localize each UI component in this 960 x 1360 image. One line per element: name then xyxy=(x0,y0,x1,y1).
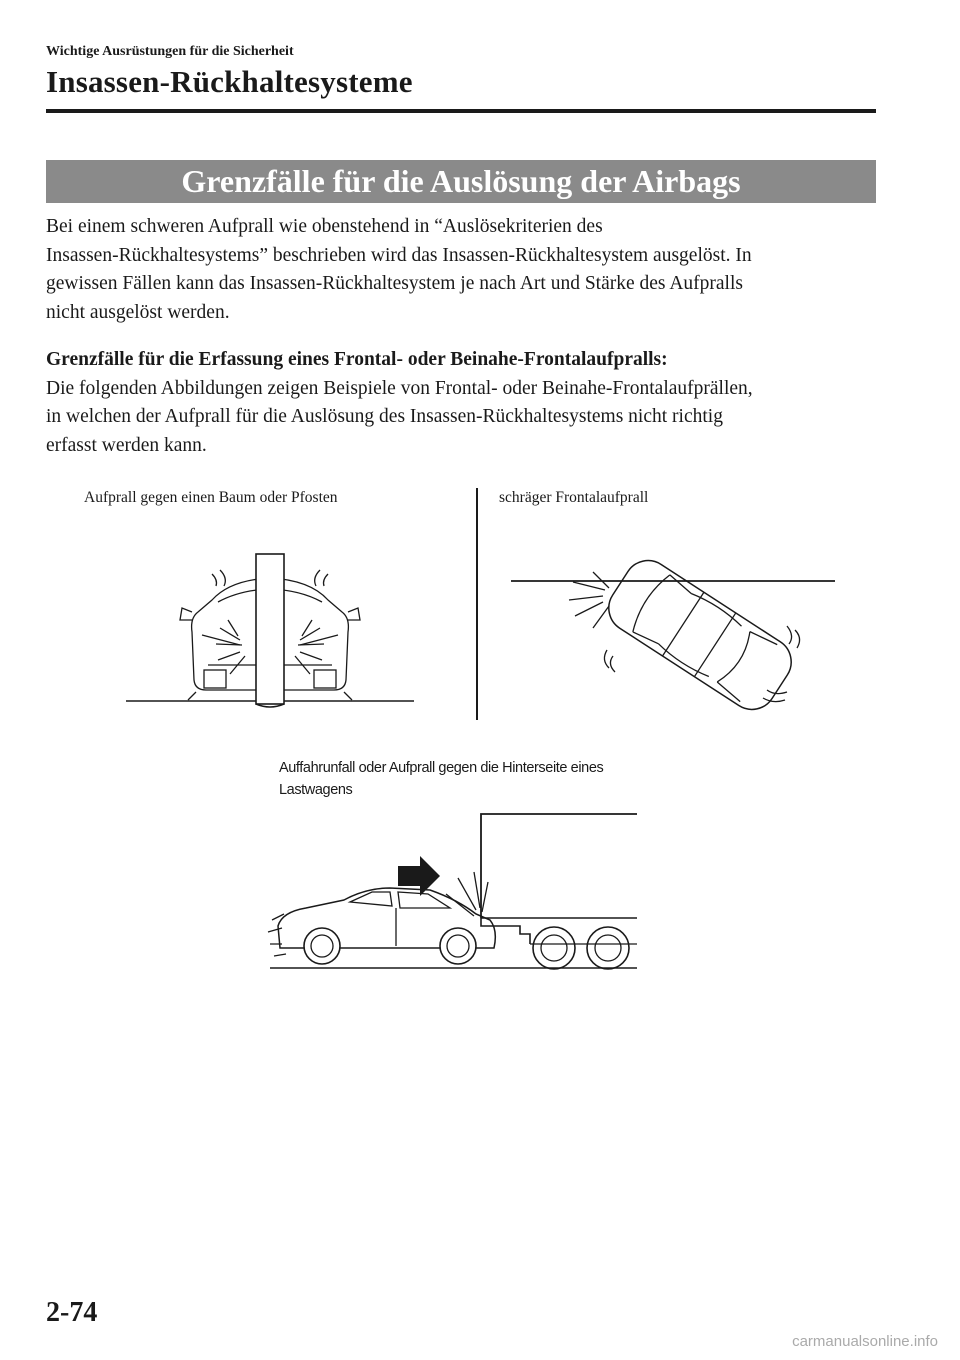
topic-banner xyxy=(46,160,876,203)
intro-paragraph xyxy=(46,213,876,327)
truck-impact-illustration xyxy=(262,808,642,973)
frontal-line: Die folgenden Abbildungen zeigen Beispiele von Frontal- oder Beinahe-Frontalaufprällen, xyxy=(46,377,753,399)
intro-line: gewissen Fällen kann das Insassen-Rückhaltesystem je nach Art und Stärke des Aufpralls xyxy=(46,273,743,294)
intro-line: Bei einem schweren Aufprall wie obenstehend in “Auslösekriterien des xyxy=(46,216,603,237)
breadcrumb: Wichtige Ausrüstungen für die Sicherheit xyxy=(46,44,294,59)
tree-caption: Aufprall gegen einen Baum oder Pfosten xyxy=(84,489,338,506)
oblique-impact-illustration xyxy=(505,560,840,715)
section-title: Insassen-Rückhaltesysteme xyxy=(46,64,413,99)
frontal-line: erfasst werden kann. xyxy=(46,434,207,456)
oblique-caption: schräger Frontalaufprall xyxy=(499,489,649,506)
frontal-line: in welchen der Aufprall für die Auslösung des Insassen-Rückhaltesystems nicht richtig xyxy=(46,406,723,427)
watermark: carmanualsonline.info xyxy=(792,1333,938,1350)
page-number: 2-74 xyxy=(46,1297,98,1328)
frontal-section xyxy=(46,346,876,460)
truck-caption-line: Lastwagens xyxy=(279,782,353,798)
intro-line: nicht ausgelöst werden. xyxy=(46,301,230,323)
truck-caption xyxy=(279,757,603,801)
banner-title: Grenzfälle für die Auslösung der Airbags xyxy=(181,163,741,199)
figure-divider xyxy=(476,488,478,720)
tree-impact-illustration xyxy=(120,540,420,715)
truck-caption-line: Auffahrunfall oder Aufprall gegen die Hinterseite eines xyxy=(279,760,604,776)
frontal-heading: Grenzfälle für die Erfassung eines Frontal- oder Beinahe-Frontalaufpralls: xyxy=(46,349,668,370)
pole xyxy=(256,554,284,707)
header-rule xyxy=(46,109,876,113)
intro-line: Insassen-Rückhaltesystems” beschrieben wird das Insassen-Rückhaltesystem ausgelöst. In xyxy=(46,244,752,266)
